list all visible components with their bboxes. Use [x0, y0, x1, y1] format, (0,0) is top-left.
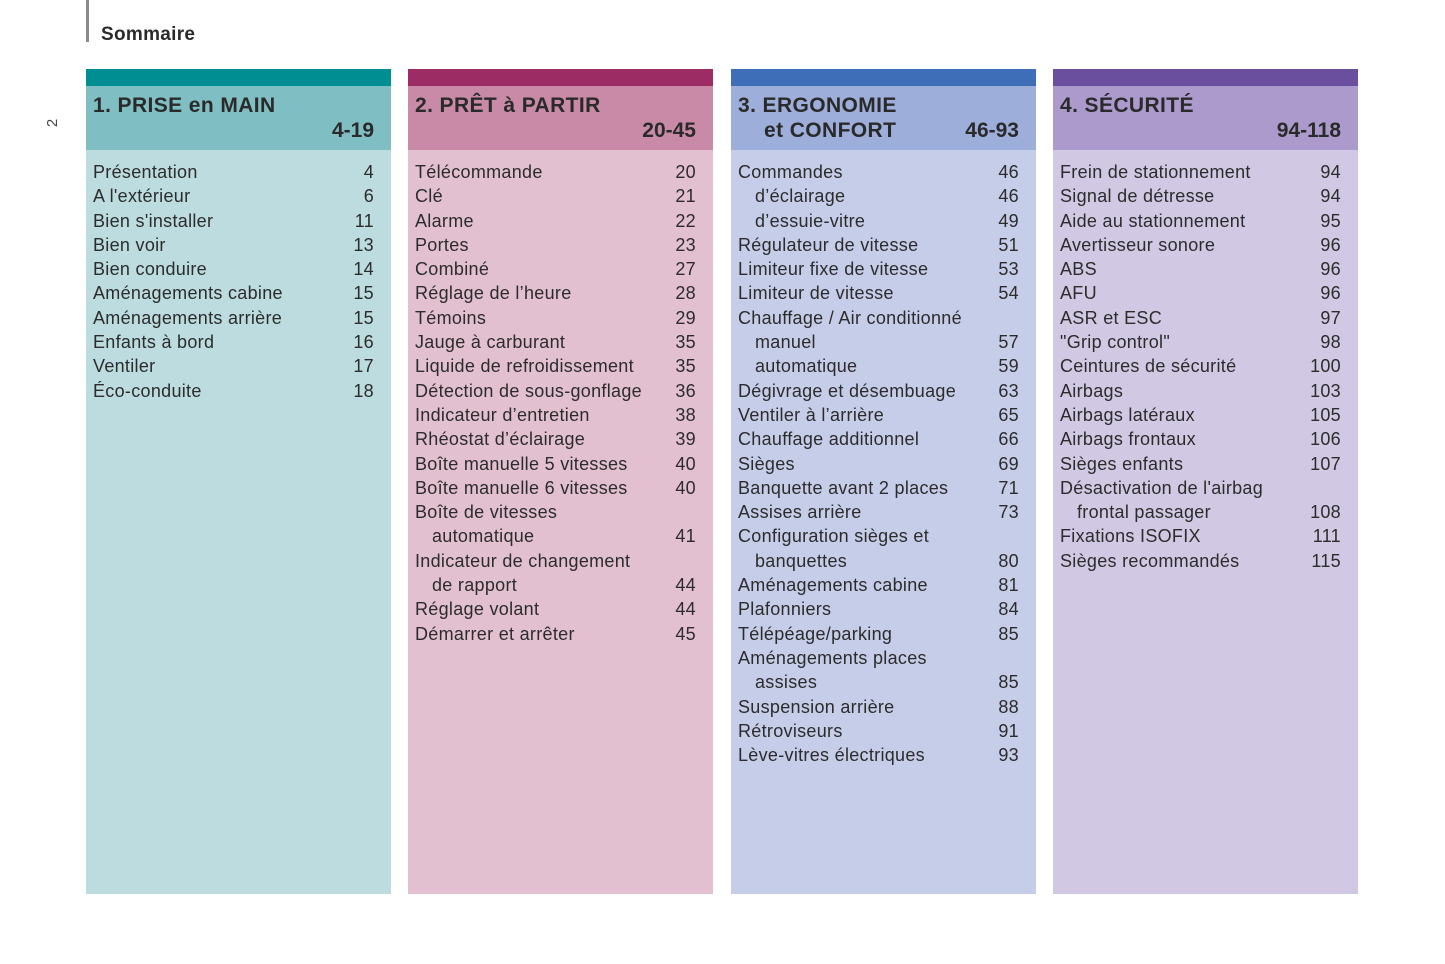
toc-entry[interactable]	[1053, 452, 1358, 476]
section-page-range: 46-93	[965, 119, 1019, 142]
toc-entry-page: 13	[353, 234, 374, 255]
toc-entry-page: 65	[998, 404, 1019, 425]
toc-entry-label: Désactivation de l'airbag	[1060, 477, 1264, 498]
toc-entry[interactable]	[86, 306, 391, 330]
toc-entry[interactable]	[86, 233, 391, 257]
toc-entry[interactable]	[408, 306, 713, 330]
toc-entry-label: Témoins	[415, 307, 487, 328]
toc-entry[interactable]	[408, 549, 713, 573]
toc-entry[interactable]	[408, 330, 713, 354]
toc-entry-page: 69	[998, 453, 1019, 474]
toc-entry[interactable]	[731, 524, 1036, 548]
toc-entry[interactable]	[86, 184, 391, 208]
section-pret-a-partir	[408, 69, 713, 894]
toc-entry[interactable]	[731, 281, 1036, 305]
toc-entry-page: 36	[675, 380, 696, 401]
toc-entry-label: Alarme	[415, 210, 474, 231]
toc-entry-page: 46	[998, 186, 1019, 207]
toc-entry-page: 97	[1320, 307, 1341, 328]
toc-entry-page: 85	[998, 623, 1019, 644]
toc-entry-label: Plafonniers	[738, 599, 832, 620]
toc-entry-page: 93	[998, 745, 1019, 766]
toc-entry[interactable]	[408, 476, 713, 500]
toc-entry-label: Configuration sièges et	[738, 526, 930, 547]
section-title	[415, 93, 601, 118]
toc-entry-label: Aménagements cabine	[93, 283, 283, 304]
toc-entry[interactable]	[408, 257, 713, 281]
toc-entry-page: 54	[998, 283, 1019, 304]
section-entries	[731, 150, 1036, 894]
toc-entry-label: Airbags	[1060, 380, 1124, 401]
section-title-line1: 1. PRISE en MAIN	[93, 94, 276, 117]
toc-entry[interactable]	[731, 160, 1036, 184]
toc-entry-label: Boîte de vitesses	[415, 502, 558, 523]
toc-entry-label: Bien voir	[93, 234, 166, 255]
toc-entry[interactable]	[731, 646, 1036, 670]
toc-entry[interactable]	[408, 597, 713, 621]
section-title-line1: 2. PRÊT à PARTIR	[415, 94, 601, 117]
toc-entry[interactable]	[86, 354, 391, 378]
toc-entry-label: Commandes	[738, 162, 843, 182]
section-header[interactable]	[1053, 86, 1358, 150]
toc-entry-page: 23	[675, 234, 696, 255]
toc-entry[interactable]	[408, 452, 713, 476]
toc-entry-label: Boîte manuelle 5 vitesses	[415, 453, 628, 474]
toc-entry-page: 4	[363, 162, 374, 182]
toc-entry-label: Réglage volant	[415, 599, 540, 620]
toc-entry[interactable]	[731, 209, 1036, 233]
toc-entry-page: 46	[998, 162, 1019, 182]
toc-entry-page: 108	[1310, 502, 1341, 523]
toc-entry-label: Frein de stationnement	[1060, 162, 1251, 182]
section-title-line2: et CONFORT	[764, 119, 897, 142]
toc-entry[interactable]	[731, 306, 1036, 330]
toc-entry-page: 6	[363, 186, 374, 207]
section-page-range: 4-19	[331, 119, 374, 142]
toc-entry-label: Liquide de refroidissement	[415, 356, 634, 377]
section-securite	[1053, 69, 1358, 894]
toc-entry[interactable]	[1053, 476, 1358, 500]
toc-entry[interactable]	[408, 379, 713, 403]
toc-entry-label: Indicateur de changement	[415, 550, 631, 571]
toc-entry-label: Signal de détresse	[1060, 186, 1215, 207]
toc-entry-label: Sièges recommandés	[1060, 550, 1240, 571]
toc-entry[interactable]	[1053, 306, 1358, 330]
toc-entry[interactable]	[731, 743, 1036, 767]
toc-entry-page: 111	[1312, 526, 1341, 547]
toc-entry-label: Limiteur de vitesse	[738, 283, 894, 304]
toc-entry-page: 41	[675, 526, 696, 547]
toc-entry[interactable]	[731, 354, 1036, 378]
section-title-line1: 4. SÉCURITÉ	[1060, 94, 1194, 117]
toc-entry-label: Chauffage / Air conditionné	[738, 307, 962, 328]
toc-entry-page: 44	[675, 599, 696, 620]
toc-entry-label: Télépéage/parking	[738, 623, 893, 644]
toc-entry[interactable]	[408, 184, 713, 208]
section-header[interactable]	[86, 86, 391, 150]
toc-entry[interactable]	[1053, 160, 1358, 184]
toc-entry-page: 44	[675, 575, 696, 596]
toc-entry[interactable]	[1053, 233, 1358, 257]
toc-entry-page: 15	[353, 283, 374, 304]
toc-entry[interactable]	[1053, 524, 1358, 548]
section-header[interactable]	[731, 86, 1036, 150]
toc-entry[interactable]	[731, 500, 1036, 524]
toc-entry-label: Aménagements cabine	[738, 575, 928, 596]
toc-entry-page: 105	[1310, 404, 1341, 425]
toc-entry[interactable]	[1053, 330, 1358, 354]
toc-entry-label: Éco-conduite	[93, 380, 202, 401]
toc-entry-page: 81	[998, 575, 1019, 596]
toc-entry[interactable]	[1053, 257, 1358, 281]
toc-entry[interactable]	[731, 476, 1036, 500]
toc-entry-page: 29	[675, 307, 696, 328]
toc-entry-label: Portes	[415, 234, 469, 255]
toc-entry-page: 73	[998, 502, 1019, 523]
toc-entry[interactable]	[731, 597, 1036, 621]
toc-entry-label: automatique	[755, 356, 858, 377]
toc-entry-page: 103	[1310, 380, 1341, 401]
section-title	[93, 93, 276, 118]
header-rule	[86, 0, 89, 42]
toc-entry-label: manuel	[755, 332, 816, 353]
toc-entry-label: assises	[755, 672, 818, 693]
toc-entry-page: 38	[675, 404, 696, 425]
toc-entry[interactable]	[1053, 403, 1358, 427]
toc-entry-page	[979, 524, 1019, 548]
toc-entry-page: 15	[353, 307, 374, 328]
toc-entry-label: d’éclairage	[755, 186, 846, 207]
toc-entry-label: Chauffage additionnel	[738, 429, 920, 450]
toc-entry-page: 115	[1311, 550, 1341, 571]
toc-entry-page: 20	[675, 162, 696, 182]
page-number: 2	[44, 118, 61, 128]
toc-entry-page	[656, 500, 696, 524]
toc-entry[interactable]	[731, 427, 1036, 451]
toc-entry-label: Sièges enfants	[1060, 453, 1184, 474]
toc-entry-page: 16	[353, 332, 374, 353]
toc-entry-page: 96	[1320, 234, 1341, 255]
toc-entry-label: Bien conduire	[93, 259, 207, 280]
toc-entry-label: Détection de sous-gonflage	[415, 380, 642, 401]
toc-entry[interactable]	[408, 160, 713, 184]
toc-entry-page: 80	[998, 550, 1019, 571]
toc-entry-page: 94	[1320, 162, 1341, 182]
section-page-range: 20-45	[642, 119, 696, 142]
toc-entry-page: 71	[998, 477, 1019, 498]
toc-entry-label: ASR et ESC	[1060, 307, 1163, 328]
toc-entry-page: 45	[675, 623, 696, 644]
toc-entry-label: Lève-vitres électriques	[738, 745, 925, 766]
toc-entry-page: 28	[675, 283, 696, 304]
toc-entry[interactable]	[408, 403, 713, 427]
toc-entry-page: 100	[1310, 356, 1341, 377]
toc-entry-label: Enfants à bord	[93, 332, 215, 353]
toc-entry-label: Sièges	[738, 453, 795, 474]
toc-entry-label: Présentation	[93, 162, 198, 182]
toc-entry-page	[1301, 476, 1341, 500]
toc-entry-page: 49	[998, 210, 1019, 231]
toc-entry-label: Avertisseur sonore	[1060, 234, 1216, 255]
toc-entry-page: 51	[998, 234, 1019, 255]
toc-entry-page	[979, 306, 1019, 330]
toc-entry-page: 35	[675, 356, 696, 377]
toc-entry-page: 39	[675, 429, 696, 450]
toc-entry-page: 59	[998, 356, 1019, 377]
toc-entry[interactable]	[408, 233, 713, 257]
section-entries	[408, 150, 713, 894]
section-page-range: 94-118	[1276, 119, 1341, 142]
toc-entry-page: 107	[1310, 453, 1341, 474]
toc-entry-label: Aménagements arrière	[93, 307, 283, 328]
toc-entry-label: Démarrer et arrêter	[415, 623, 575, 644]
section-title	[1060, 93, 1194, 118]
toc-entry[interactable]	[86, 257, 391, 281]
toc-entry[interactable]	[731, 403, 1036, 427]
toc-entry-label: Ventiler	[93, 356, 156, 377]
toc-entry-label: Rétroviseurs	[738, 720, 843, 741]
toc-entry-label: Rhéostat d’éclairage	[415, 429, 586, 450]
toc-entry[interactable]	[408, 524, 713, 548]
toc-entry[interactable]	[408, 209, 713, 233]
section-color-bar	[86, 69, 391, 86]
toc-entry-label: Fixations ISOFIX	[1060, 526, 1201, 547]
toc-entry[interactable]	[86, 209, 391, 233]
toc-entry-label: Jauge à carburant	[415, 332, 566, 353]
toc-entry[interactable]	[408, 427, 713, 451]
toc-entry-label: Limiteur fixe de vitesse	[738, 259, 929, 280]
toc-entry-label: de rapport	[432, 575, 518, 596]
toc-entry-page: 11	[354, 210, 374, 231]
toc-entry-label: Suspension arrière	[738, 696, 895, 717]
toc-entry-page: 91	[998, 720, 1019, 741]
toc-entry[interactable]	[408, 573, 713, 597]
toc-entry-page: 66	[998, 429, 1019, 450]
toc-entry[interactable]	[731, 622, 1036, 646]
toc-entry-label: automatique	[432, 526, 535, 547]
toc-entry-page: 21	[675, 186, 696, 207]
section-color-bar	[408, 69, 713, 86]
section-entries	[86, 150, 391, 894]
toc-entry[interactable]	[731, 233, 1036, 257]
toc-entry-page: 18	[353, 380, 374, 401]
toc-entry[interactable]	[1053, 549, 1358, 573]
toc-entry-label: Aide au stationnement	[1060, 210, 1246, 231]
toc-entry[interactable]	[1053, 184, 1358, 208]
toc-entry[interactable]	[408, 500, 713, 524]
toc-entry[interactable]	[408, 354, 713, 378]
toc-entry-label: Airbags latéraux	[1060, 404, 1195, 425]
toc-entry-label: AFU	[1060, 283, 1097, 304]
toc-entry-page: 14	[353, 259, 374, 280]
toc-entry-page: 106	[1310, 429, 1341, 450]
page-title: Sommaire	[101, 24, 196, 45]
toc-entry[interactable]	[1053, 281, 1358, 305]
toc-entry[interactable]	[731, 549, 1036, 573]
toc-entry[interactable]	[731, 670, 1036, 694]
toc-entry-label: Clé	[415, 186, 443, 207]
toc-entry-label: Boîte manuelle 6 vitesses	[415, 477, 628, 498]
toc-entry-page: 85	[998, 672, 1019, 693]
section-title-line1: 3. ERGONOMIE	[738, 94, 897, 117]
toc-entry[interactable]	[86, 160, 391, 184]
toc-entry-page: 22	[675, 210, 696, 231]
section-color-bar	[731, 69, 1036, 86]
toc-entry-page: 98	[1320, 332, 1341, 353]
toc-entry-page: 84	[998, 599, 1019, 620]
section-header[interactable]	[408, 86, 713, 150]
section-color-bar	[1053, 69, 1358, 86]
toc-entry-label: Dégivrage et désembuage	[738, 380, 957, 401]
section-title	[738, 93, 897, 143]
toc-entry[interactable]	[1053, 427, 1358, 451]
section-entries	[1053, 150, 1358, 894]
toc-entry-label: Airbags frontaux	[1060, 429, 1196, 450]
toc-entry-label: Régulateur de vitesse	[738, 234, 919, 255]
toc-entry[interactable]	[731, 184, 1036, 208]
toc-entry-label: A l'extérieur	[93, 186, 191, 207]
toc-entry-label: "Grip control"	[1060, 332, 1171, 353]
toc-entry-page: 88	[998, 696, 1019, 717]
toc-entry[interactable]	[1053, 354, 1358, 378]
toc-entry-label: banquettes	[755, 550, 848, 571]
toc-entry[interactable]	[408, 281, 713, 305]
toc-entry-page: 96	[1320, 283, 1341, 304]
toc-entry-label: Combiné	[415, 259, 490, 280]
toc-entry-page: 17	[353, 356, 374, 377]
toc-entry-label: Assises arrière	[738, 502, 862, 523]
toc-entry-page: 63	[998, 380, 1019, 401]
toc-entry-label: frontal passager	[1077, 502, 1211, 523]
toc-entry[interactable]	[86, 379, 391, 403]
toc-entry-page: 96	[1320, 259, 1341, 280]
toc-entry[interactable]	[731, 330, 1036, 354]
section-ergonomie-et-confort	[731, 69, 1036, 894]
toc-entry-page: 27	[675, 259, 696, 280]
toc-entry-page: 53	[998, 259, 1019, 280]
toc-entry-label: d’essuie-vitre	[755, 210, 866, 231]
toc-entry-label: Télécommande	[415, 162, 543, 182]
toc-entry-page: 94	[1320, 186, 1341, 207]
toc-entry-page: 95	[1320, 210, 1341, 231]
toc-entry[interactable]	[731, 452, 1036, 476]
toc-entry[interactable]	[731, 695, 1036, 719]
toc-entry-label: Banquette avant 2 places	[738, 477, 949, 498]
toc-entry[interactable]	[1053, 500, 1358, 524]
toc-entry[interactable]	[731, 719, 1036, 743]
toc-entry-label: Indicateur d’entretien	[415, 404, 590, 425]
toc-entry-page: 57	[998, 332, 1019, 353]
toc-entry-label: ABS	[1060, 259, 1097, 280]
toc-entry[interactable]	[86, 330, 391, 354]
toc-entry-page: 35	[675, 332, 696, 353]
toc-entry[interactable]	[731, 573, 1036, 597]
toc-entry[interactable]	[1053, 379, 1358, 403]
toc-entry-label: Aménagements places	[738, 647, 927, 668]
toc-entry-label: Ceintures de sécurité	[1060, 356, 1237, 377]
toc-entry-page: 40	[675, 453, 696, 474]
toc-entry-page: 40	[675, 477, 696, 498]
toc-entry-page	[979, 646, 1019, 670]
toc-entry-label: Ventiler à l’arrière	[738, 404, 885, 425]
toc-entry[interactable]	[731, 379, 1036, 403]
toc-entry-label: Réglage de l’heure	[415, 283, 572, 304]
toc-entry[interactable]	[731, 257, 1036, 281]
toc-entry[interactable]	[86, 281, 391, 305]
toc-entry-page	[656, 549, 696, 573]
section-prise-en-main	[86, 69, 391, 894]
toc-entry-label: Bien s'installer	[93, 210, 214, 231]
toc-entry[interactable]	[408, 622, 713, 646]
toc-entry[interactable]	[1053, 209, 1358, 233]
